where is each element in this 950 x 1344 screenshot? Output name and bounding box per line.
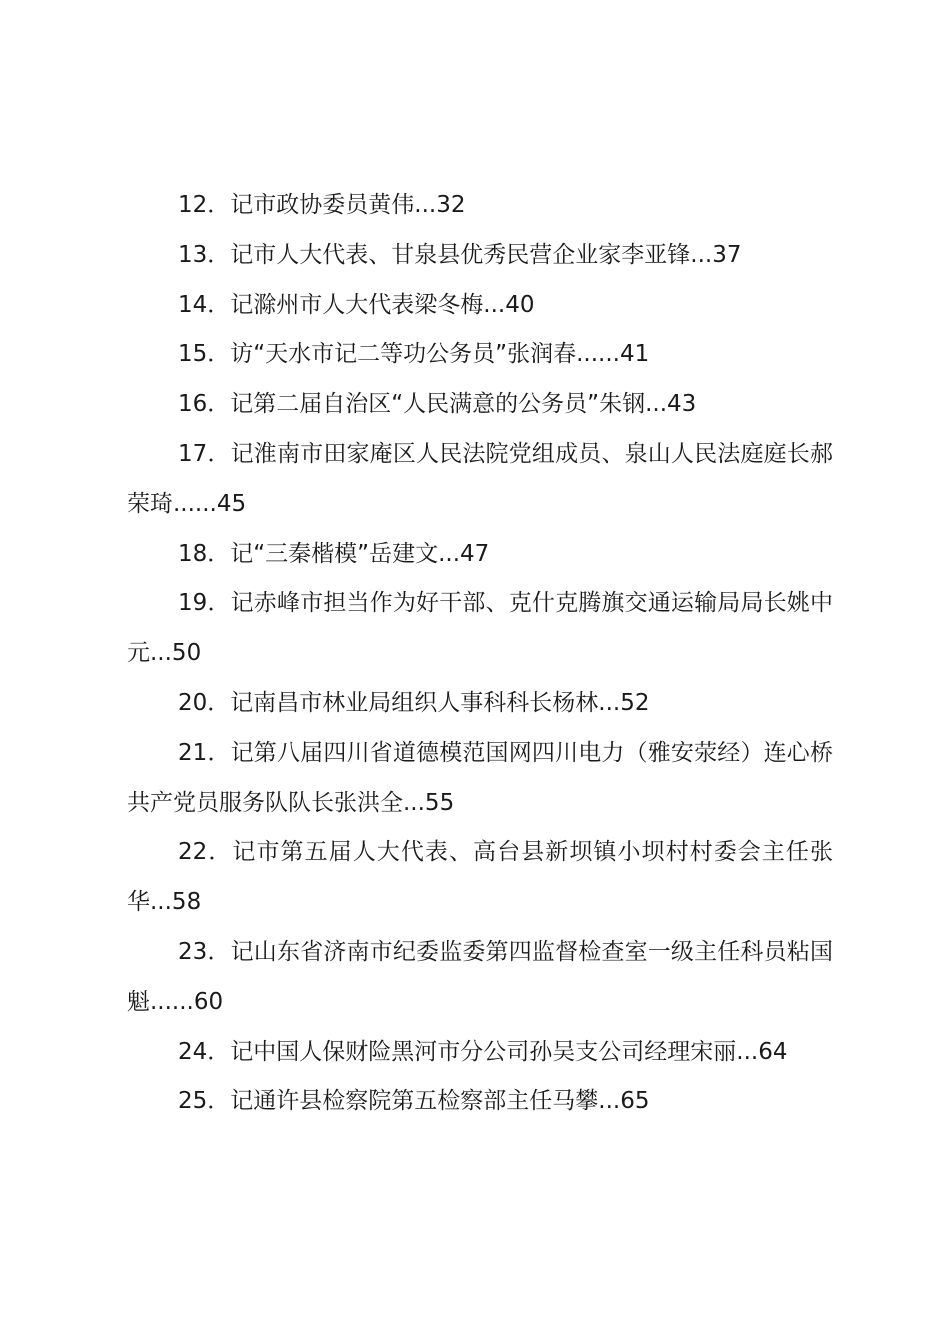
- toc-entry-13: 13．记市人大代表、甘泉县优秀民营企业家李亚锋...37: [178, 241, 742, 268]
- toc-entry-18: 18．记“三秦楷模”岳建文...47: [178, 540, 490, 567]
- toc-entry-19: 19．记赤峰市担当作为好干部、克什克腾旗交通运输局局长姚中元...50: [127, 590, 833, 667]
- toc-entry-23: 23．记山东省济南市纪委监委第四监督检查室一级主任科员粘国魁......60: [127, 938, 833, 1015]
- table-of-contents: [127, 181, 833, 1127]
- toc-entry-12: 12．记市政协委员黄伟...32: [178, 192, 466, 218]
- toc-entry-20: 20．记南昌市林业局组织人事科科长杨林...52: [178, 689, 650, 716]
- toc-entry-14: 14．记滁州市人大代表梁冬梅...40: [178, 291, 535, 318]
- toc-entry-16: 16．记第二届自治区“人民满意的公务员”朱钢...43: [178, 391, 697, 418]
- toc-entry-15: 15．访“天水市记二等功公务员”张润春......41: [178, 341, 650, 368]
- toc-entry-24: 24．记中国人保财险黑河市分公司孙吴支公司经理宋丽...64: [178, 1038, 788, 1065]
- toc-entry-22: 22．记市第五届人大代表、高台县新坝镇小坝村村委会主任张华...58: [127, 839, 833, 916]
- toc-entry-17: 17．记淮南市田家庵区人民法院党组成员、泉山人民法庭庭长郝荣琦......45: [127, 440, 833, 517]
- toc-entry-21: 21．记第八届四川省道德模范国网四川电力（雅安荥经）连心桥共产党员服务队队长张洪全...55: [127, 739, 833, 816]
- toc-entry-25: 25．记通许县检察院第五检察部主任马攀...65: [178, 1088, 650, 1115]
